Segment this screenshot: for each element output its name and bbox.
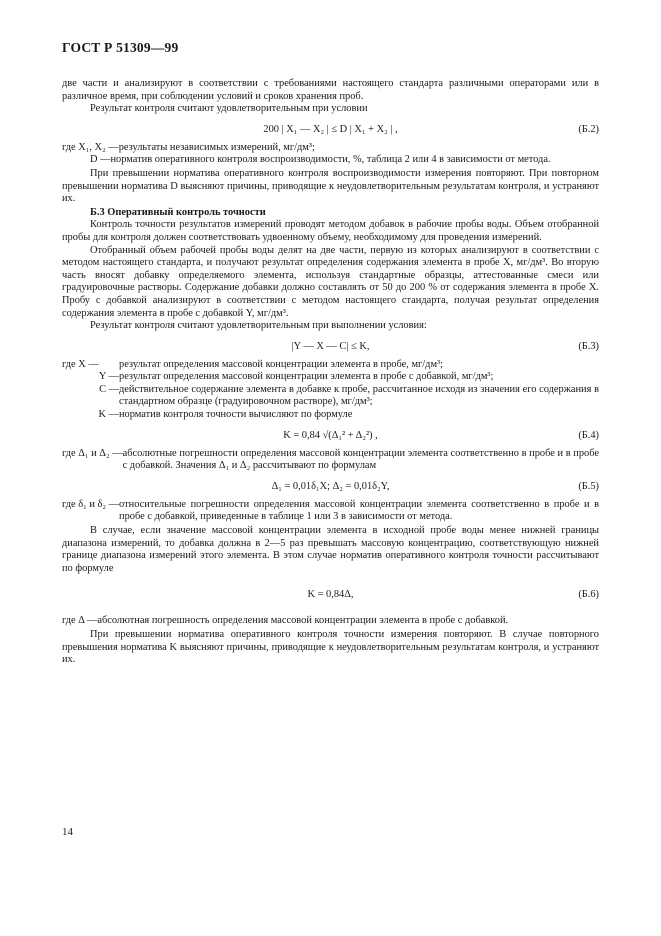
paragraph: Контроль точности результатов измерений проводят методом добавок в рабочие пробы воды. Объем отобранной пробы для контроля должен соответствовать удвоенному объему, необходимому для проведения измерений.: [62, 219, 599, 243]
page-number: 14: [62, 826, 73, 838]
definitions-b2: [62, 142, 599, 167]
formula-b4: [62, 426, 599, 446]
definition-row: [62, 384, 599, 409]
paragraph: Результат контроля считают удовлетворительным при условии: [90, 103, 368, 115]
definition-term: где X —: [62, 358, 99, 370]
formula-expression: |Y — X — C| ≤ K,: [291, 340, 370, 352]
definition-row: [62, 371, 599, 384]
formula-number: (Б.6): [578, 589, 599, 601]
definition-term: Y —: [98, 371, 119, 383]
definition-row: [62, 448, 599, 473]
definition-term: K —: [98, 409, 119, 421]
definition-term: D —: [90, 154, 111, 166]
definitions-b5: [62, 499, 599, 524]
paragraph: Результат контроля считают удовлетворительным при выполнении условия:: [90, 320, 427, 332]
definition-text: норматив контроля точности вычисляют по формуле: [119, 409, 353, 421]
definition-term: где Δ —: [62, 615, 98, 627]
formula-expression: 200 | X₁ — X₂ | ≤ D | X₁ + X₂ | ,: [263, 123, 398, 135]
page-body: [62, 78, 599, 667]
definition-text: абсолютные погрешности определения массовой концентрации элемента соответственно в пробе и в пробе с добавкой. Значения Δ₁ и Δ₂ рассчитывают по формулам: [122, 447, 599, 472]
document-header: ГОСТ Р 51309—99: [62, 40, 179, 55]
definition-text: норматив оперативного контроля воспроизводимости, %, таблица 2 или 4 в зависимости от метода.: [110, 154, 551, 166]
definition-row: [62, 359, 599, 372]
definition-row: [62, 154, 599, 167]
formula-b2: [62, 120, 599, 140]
definition-text: относительные погрешности определения массовой концентрации элемента соответственно в пробе и в пробе с добавкой, приведенные в таблице 1 или 3 в зависимости от метода.: [119, 498, 599, 523]
paragraph: При превышении норматива оперативного контроля воспроизводимости измерения повторяют. При повторном превышении норматива D выясняют причины, приводящие к неудовлетворительным результатам контроля, и устраняют их.: [62, 167, 599, 205]
paragraph: Отобранный объем рабочей пробы воды делят на две части, первую из которых анализируют в соответствии с методом настоящего стандарта, и получают результат определения содержания элемента в пробе X, мг/дм³. Во вторую часть вносят добавку определяемого элемента, используя стандартные образцы, аттестованные смеси или градуировочные растворы. Содержание добавки должно составлять от 50 до 200 % от содержания элемента в пробе X. Пробу с добавкой анализируют в соответствии с методом настоящего стандарта, получая результат определения содержания элемента в пробе с добавкой Y, мг/дм³.: [62, 244, 599, 319]
definition-row: [62, 409, 599, 422]
definition-row: [62, 142, 599, 155]
formula-number: (Б.4): [578, 429, 599, 441]
definition-term: где Δ₁ и Δ₂ —: [62, 447, 123, 459]
definition-row: [62, 615, 599, 628]
formula-number: (Б.2): [578, 123, 599, 135]
definition-term: где X₁, X₂ —: [62, 141, 119, 153]
formula-expression: Δ₁ = 0,01δ₁X; Δ₂ = 0,01δ₂Y,: [271, 480, 390, 492]
definitions-b3: [62, 359, 599, 422]
paragraph: две части и анализируют в соответствии с требованиями настоящего стандарта различными операторами или в различное время, при соблюдении условий и сроков хранения проб.: [62, 78, 599, 102]
definition-text: результаты независимых измерений, мг/дм³;: [118, 141, 315, 153]
definitions-b6: [62, 615, 599, 628]
paragraph: При превышении норматива оперативного контроля точности измерения повторяют. В случае повторного превышения норматива K выясняют причины, приводящие к неудовлетворительным результатам контроля, и устраняют их.: [62, 629, 599, 666]
definition-text: результат определения массовой концентрации элемента в пробе, мг/дм³;: [119, 358, 444, 370]
definition-term: где δ₁ и δ₂ —: [62, 498, 120, 510]
formula-b5: [62, 477, 599, 497]
formula-b3: [62, 337, 599, 357]
formula-number: (Б.5): [578, 480, 599, 492]
formula-number: (Б.3): [578, 340, 599, 352]
definition-text: результат определения массовой концентрации элемента в пробе с добавкой, мг/дм³;: [119, 371, 494, 383]
formula-expression: K = 0,84Δ,: [307, 589, 354, 601]
definition-term: C —: [99, 383, 119, 395]
definition-row: [62, 499, 599, 524]
definition-text: абсолютная погрешность определения массовой концентрации элемента в пробе с добавкой.: [97, 615, 509, 627]
formula-b6: [62, 585, 599, 605]
section-title: Б.3 Оперативный контроль точности: [90, 206, 266, 218]
paragraph: В случае, если значение массовой концентрации элемента в исходной пробе воды менее нижней границы диапазона измерений, то добавка должна в 2—5 раз превышать массовую концентрацию, соответствующую нижней границе диапазона измерений этого элемента. В этом случае норматив оперативного контроля точности рассчитывают по формуле: [62, 525, 599, 574]
definition-text: действительное содержание элемента в добавке к пробе, рассчитанное исходя из значения его содержания в стандартном образце (градуировочном растворе), мг/дм³;: [119, 383, 599, 408]
definitions-b4: [62, 448, 599, 473]
formula-expression: K = 0,84 √(Δ₁² + Δ₂²) ,: [283, 429, 378, 441]
